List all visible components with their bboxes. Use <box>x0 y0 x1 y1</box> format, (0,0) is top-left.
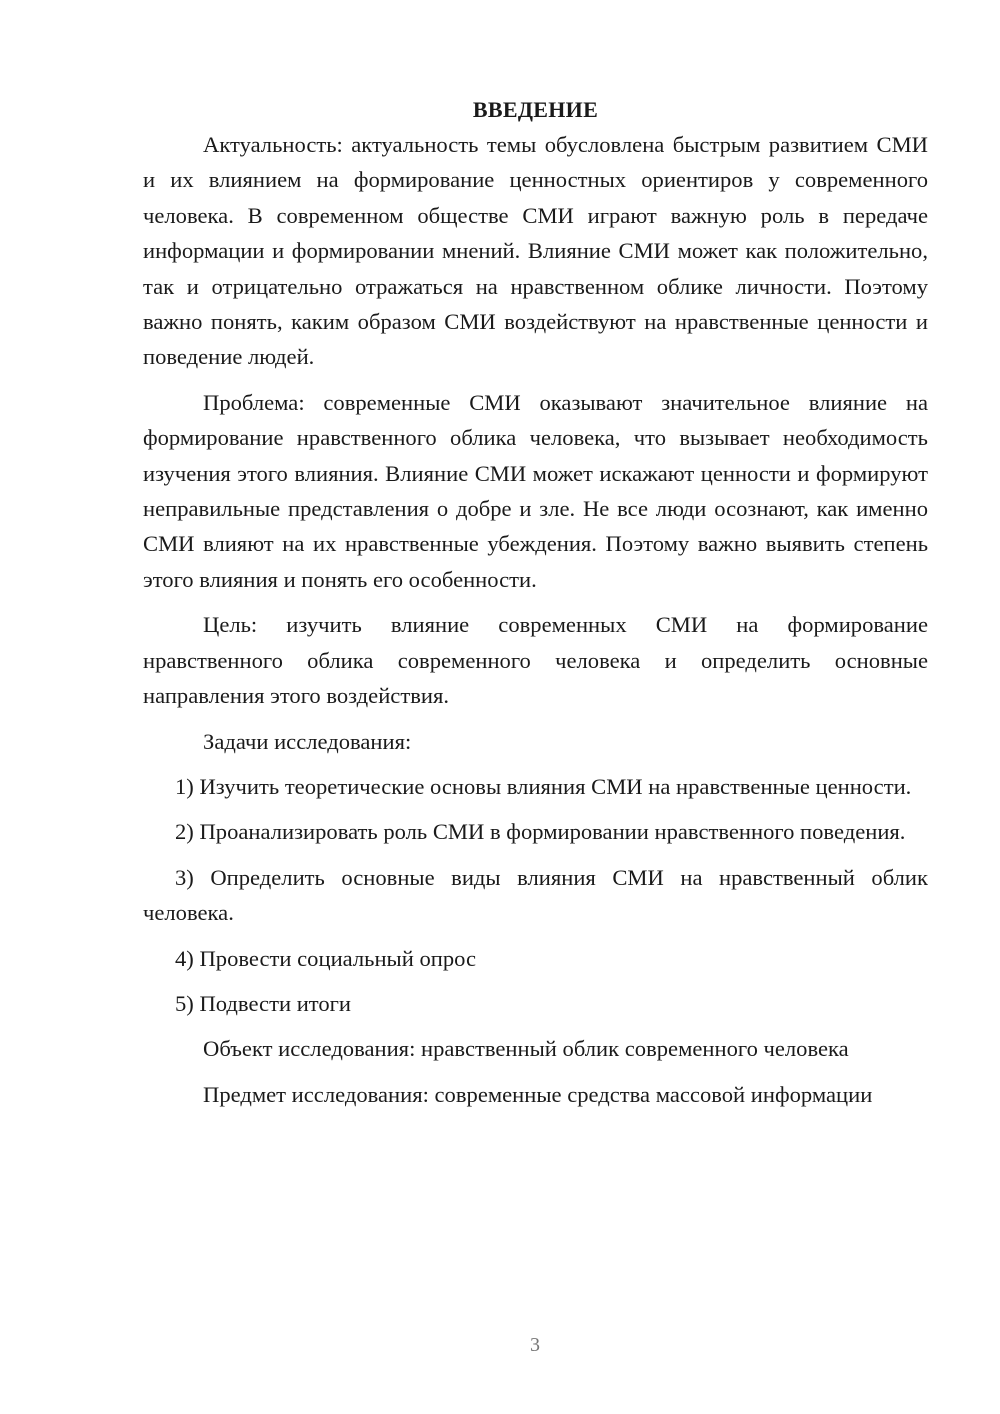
task-item-4: 4) Провести социальный опрос <box>175 945 477 971</box>
problem-paragraph: Проблема: современные СМИ оказывают значительное влияние на формирование нравственного облика человека, что вызывает необходимость изучения этого влияния. Влияние СМИ может искажают ценности и формируют неправильные представления о добре и зле. Не все люди осознают, как именно СМИ влияют на их нравственные убеждения. Поэтому важно выявить степень этого влияния и понять его особенности. <box>143 389 928 592</box>
task-item-2: 2) Проанализировать роль СМИ в формировании нравственного поведения. <box>175 819 906 845</box>
task-item-1: 1) Изучить теоретические основы влияния СМИ на нравственные ценности. <box>175 773 912 799</box>
task-item-5: 5) Подвести итоги <box>175 990 352 1016</box>
document-page <box>143 92 928 1122</box>
subject-paragraph: Предмет исследования: современные средства массовой информации <box>203 1081 873 1107</box>
tasks-title: Задачи исследования: <box>203 728 412 754</box>
task-item-3: 3) Определить основные виды влияния СМИ на нравственный облик человека. <box>143 864 928 926</box>
relevance-paragraph: Актуальность: актуальность темы обусловлена быстрым развитием СМИ и их влиянием на формирование ценностных ориентиров у современного человека. В современном обществе СМИ играют важную роль в передаче информации и формировании мнений. Влияние СМИ может как положительно, так и отрицательно отражаться на нравственном облике личности. Поэтому важно понять, каким образом СМИ воздействуют на нравственные ценности и поведение людей. <box>143 132 928 370</box>
section-heading: ВВЕДЕНИЕ <box>472 97 599 122</box>
page-number: 3 <box>530 1334 540 1356</box>
object-paragraph: Объект исследования: нравственный облик современного человека <box>203 1036 849 1062</box>
goal-paragraph: Цель: изучить влияние современных СМИ на формирование нравственного облика современного человека и определить основные направления этого воздействия. <box>143 612 928 709</box>
